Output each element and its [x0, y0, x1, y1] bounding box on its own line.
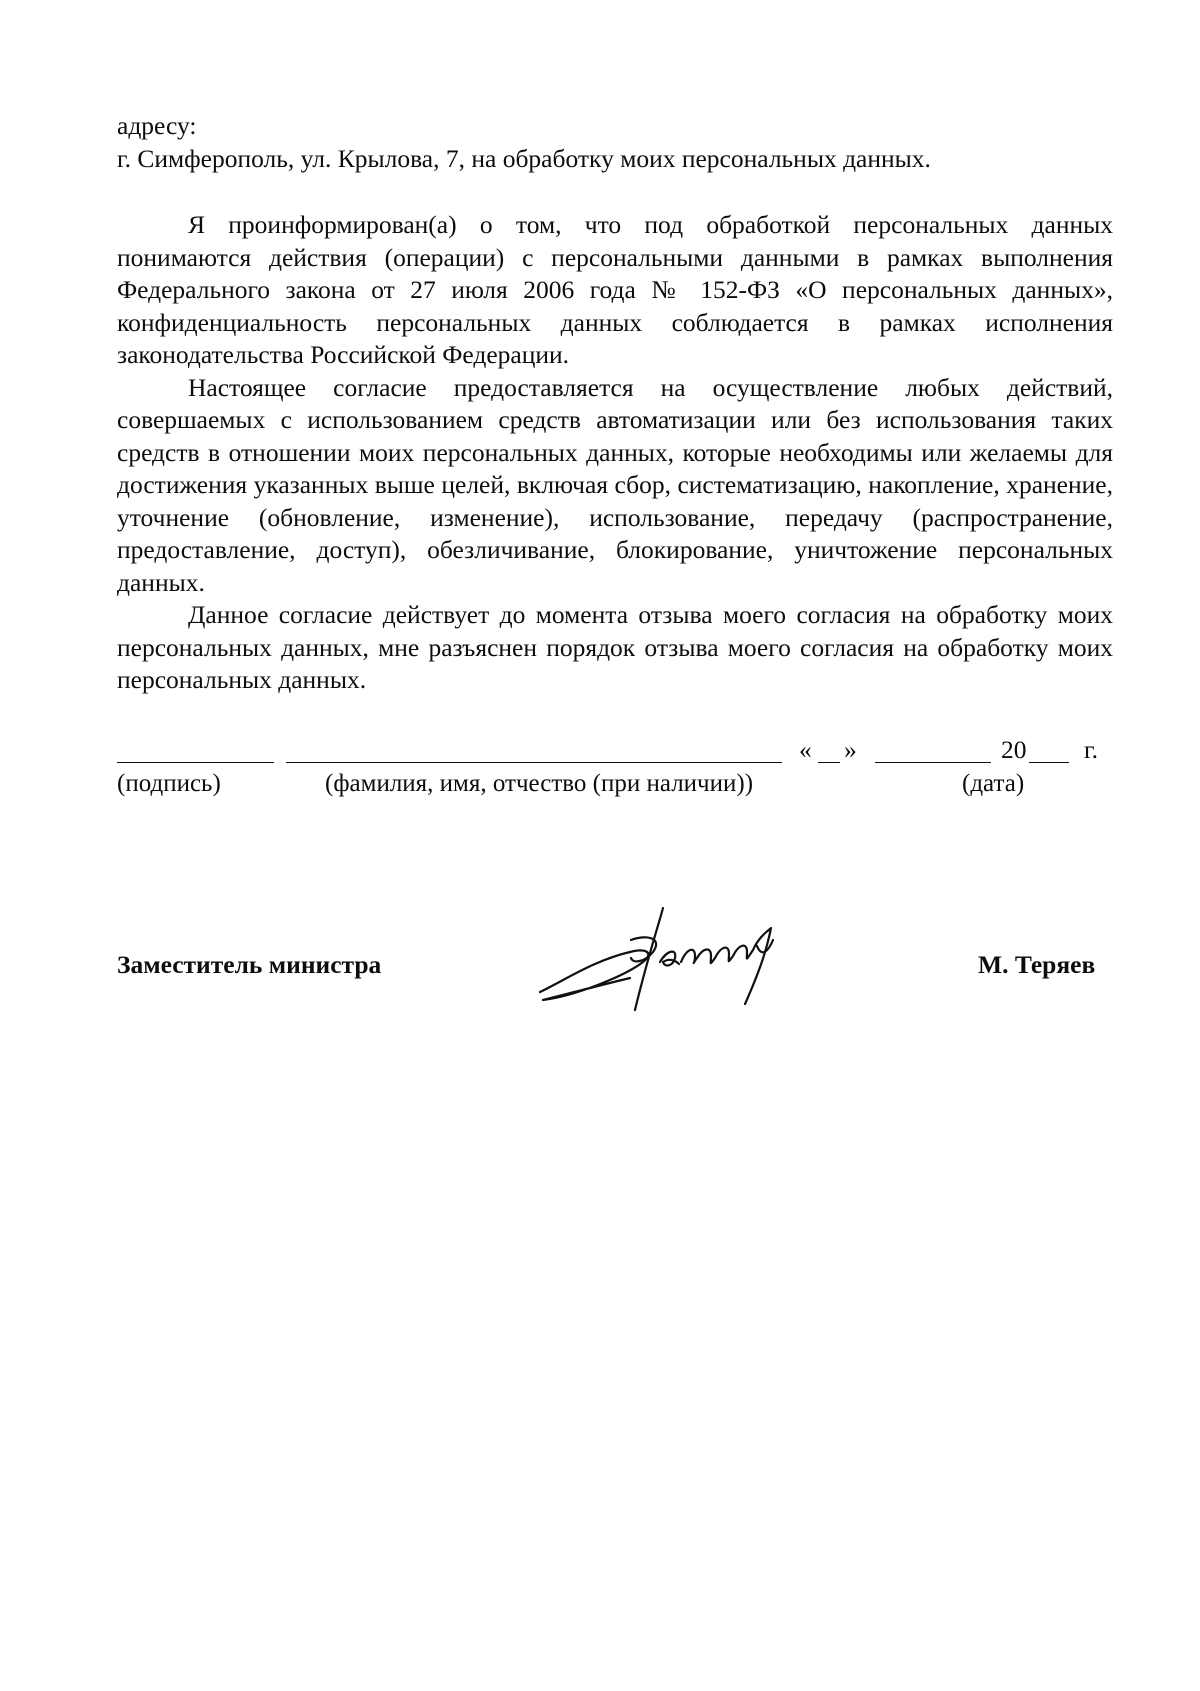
day-blank: [818, 762, 840, 763]
caption-name: (фамилия, имя, отчество (при наличии)): [325, 770, 754, 797]
month-blank: [875, 762, 991, 763]
signature-row: [117, 732, 1113, 812]
body-text: [117, 209, 1113, 697]
intro-line-2: г. Симферополь, ул. Крылова, 7, на обработку моих персональных данных.: [117, 143, 931, 173]
signer-position: Заместитель министра: [117, 950, 382, 979]
signature-blank: [117, 762, 274, 763]
paragraph-consent-scope: Настоящее согласие предоставляется на осуществление любых действий, совершаемых с использованием средств автоматизации или без использования таких средств в отношении моих персональных данных, которые необходимы или желаемы для достижения указанных выше целей, включая сбор, систематизацию, накопление, хранение, уточнение (обновление, изменение), использование, передачу (распространение, предоставление, доступ), обезличивание, блокирование, уничтожение персональных данных.: [117, 372, 1113, 597]
intro-block: [117, 110, 1113, 175]
intro-line-1: адресу:: [117, 111, 197, 140]
caption-date: (дата): [962, 770, 1025, 797]
year-suffix: г.: [1084, 735, 1098, 764]
caption-signature: (подпись): [117, 770, 221, 797]
signer-name: М. Теряев: [978, 950, 1096, 979]
handwritten-signature: [535, 900, 835, 1020]
year-prefix: 20: [1001, 735, 1027, 764]
paragraph-consent-validity: Данное согласие действует до момента отзыва моего согласия на обработку моих персональных данных, мне разъяснен порядок отзыва моего согласия на обработку моих персональных данных.: [117, 600, 1113, 694]
paragraph-processing-info: Я проинформирован(а) о том, что под обработкой персональных данных понимаются действия (операции) с персональными данными в рамках выполнения Федерального закона от 27 июля 2006 года № 152-ФЗ «О персональных данных», конфиденциальность персональных данных соблюдается в рамках исполнения законодательства Российской Федерации.: [117, 210, 1113, 369]
quote-open: «: [799, 735, 812, 764]
year-blank: [1029, 762, 1069, 763]
quote-close: »: [844, 735, 857, 764]
name-blank: [286, 762, 782, 763]
